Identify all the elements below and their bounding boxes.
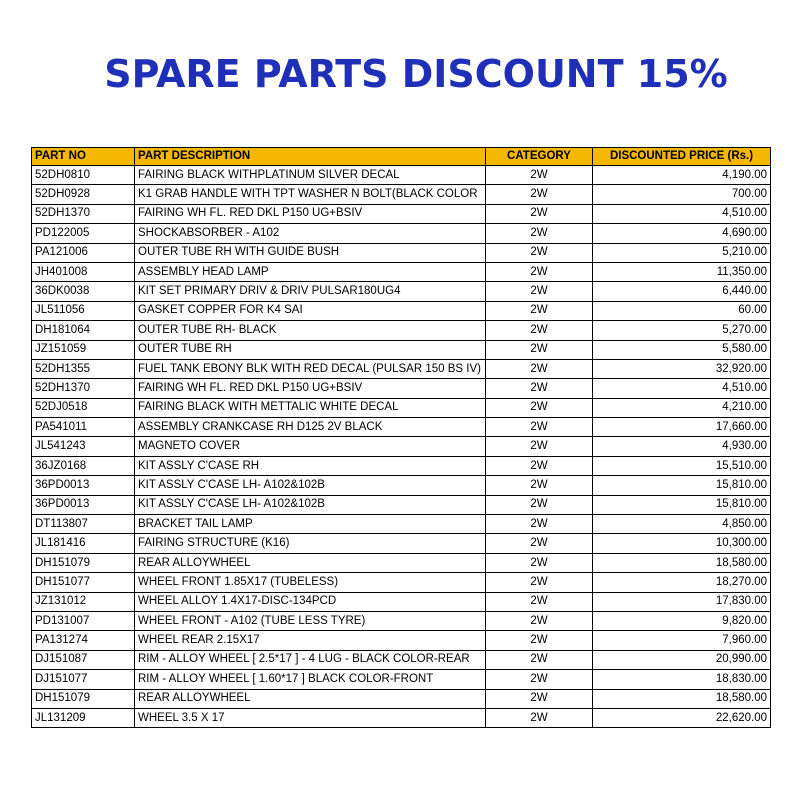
cell-part-description: RIM - ALLOY WHEEL [ 1.60*17 ] BLACK COLOR-FRONT: [135, 670, 486, 689]
cell-category: 2W: [486, 321, 593, 340]
cell-category: 2W: [486, 262, 593, 281]
cell-part-no: PA541011: [32, 418, 135, 437]
header-category: CATEGORY: [486, 148, 593, 166]
cell-discounted-price: 17,830.00: [593, 592, 771, 611]
table-header-row: [32, 148, 771, 166]
cell-part-no: PA121006: [32, 243, 135, 262]
cell-part-no: 52DH0928: [32, 185, 135, 204]
cell-part-description: KIT ASSLY C'CASE LH- A102&102B: [135, 495, 486, 514]
cell-discounted-price: 18,580.00: [593, 689, 771, 708]
cell-part-no: DH151077: [32, 573, 135, 592]
cell-discounted-price: 7,960.00: [593, 631, 771, 650]
cell-part-no: 36DK0038: [32, 282, 135, 301]
cell-part-no: JH401008: [32, 262, 135, 281]
cell-part-description: WHEEL FRONT - A102 (TUBE LESS TYRE): [135, 611, 486, 630]
cell-discounted-price: 22,620.00: [593, 708, 771, 727]
cell-part-description: WHEEL FRONT 1.85X17 (TUBELESS): [135, 573, 486, 592]
table-row: [32, 321, 771, 340]
cell-part-description: REAR ALLOYWHEEL: [135, 553, 486, 572]
cell-part-description: OUTER TUBE RH- BLACK: [135, 321, 486, 340]
cell-category: 2W: [486, 611, 593, 630]
cell-part-no: 52DH1370: [32, 204, 135, 223]
cell-discounted-price: 11,350.00: [593, 262, 771, 281]
cell-part-no: JL541243: [32, 437, 135, 456]
table-row: [32, 476, 771, 495]
cell-category: 2W: [486, 379, 593, 398]
cell-discounted-price: 18,830.00: [593, 670, 771, 689]
cell-category: 2W: [486, 650, 593, 669]
cell-discounted-price: 15,810.00: [593, 476, 771, 495]
cell-part-description: FAIRING WH FL. RED DKL P150 UG+BSIV: [135, 204, 486, 223]
cell-discounted-price: 4,510.00: [593, 204, 771, 223]
cell-part-no: 52DH0810: [32, 166, 135, 185]
cell-part-no: DH151079: [32, 689, 135, 708]
cell-category: 2W: [486, 359, 593, 378]
cell-category: 2W: [486, 495, 593, 514]
cell-part-description: ASSEMBLY HEAD LAMP: [135, 262, 486, 281]
cell-discounted-price: 5,210.00: [593, 243, 771, 262]
cell-category: 2W: [486, 204, 593, 223]
table-row: [32, 553, 771, 572]
table-row: [32, 631, 771, 650]
cell-category: 2W: [486, 418, 593, 437]
cell-part-no: 52DH1370: [32, 379, 135, 398]
cell-part-description: OUTER TUBE RH WITH GUIDE BUSH: [135, 243, 486, 262]
cell-category: 2W: [486, 185, 593, 204]
cell-part-description: REAR ALLOYWHEEL: [135, 689, 486, 708]
cell-discounted-price: 4,690.00: [593, 224, 771, 243]
cell-category: 2W: [486, 476, 593, 495]
table-row: [32, 495, 771, 514]
table-row: [32, 418, 771, 437]
cell-part-description: ASSEMBLY CRANKCASE RH D125 2V BLACK: [135, 418, 486, 437]
cell-category: 2W: [486, 515, 593, 534]
cell-discounted-price: 18,270.00: [593, 573, 771, 592]
cell-category: 2W: [486, 553, 593, 572]
cell-part-description: GASKET COPPER FOR K4 SAI: [135, 301, 486, 320]
cell-part-no: DT113807: [32, 515, 135, 534]
cell-part-description: WHEEL REAR 2.15X17: [135, 631, 486, 650]
cell-discounted-price: 18,580.00: [593, 553, 771, 572]
cell-category: 2W: [486, 437, 593, 456]
cell-category: 2W: [486, 631, 593, 650]
cell-part-description: WHEEL 3.5 X 17: [135, 708, 486, 727]
cell-discounted-price: 9,820.00: [593, 611, 771, 630]
cell-discounted-price: 20,990.00: [593, 650, 771, 669]
cell-part-no: DJ151077: [32, 670, 135, 689]
cell-part-no: DJ151087: [32, 650, 135, 669]
cell-category: 2W: [486, 340, 593, 359]
cell-category: 2W: [486, 243, 593, 262]
cell-part-no: 36PD0013: [32, 495, 135, 514]
table-row: [32, 534, 771, 553]
page-title: SPARE PARTS DISCOUNT 15%: [104, 52, 728, 96]
cell-category: 2W: [486, 708, 593, 727]
cell-category: 2W: [486, 592, 593, 611]
cell-discounted-price: 5,270.00: [593, 321, 771, 340]
header-part-description: PART DESCRIPTION: [135, 148, 486, 166]
cell-part-description: FAIRING STRUCTURE (K16): [135, 534, 486, 553]
table-row: [32, 379, 771, 398]
cell-part-description: KIT ASSLY C'CASE LH- A102&102B: [135, 476, 486, 495]
cell-part-no: JL181416: [32, 534, 135, 553]
cell-discounted-price: 4,930.00: [593, 437, 771, 456]
table-row: [32, 282, 771, 301]
cell-category: 2W: [486, 301, 593, 320]
cell-part-description: FAIRING WH FL. RED DKL P150 UG+BSIV: [135, 379, 486, 398]
cell-discounted-price: 700.00: [593, 185, 771, 204]
cell-discounted-price: 4,510.00: [593, 379, 771, 398]
cell-discounted-price: 15,510.00: [593, 456, 771, 475]
cell-category: 2W: [486, 534, 593, 553]
cell-part-no: PD131007: [32, 611, 135, 630]
cell-part-no: 52DJ0518: [32, 398, 135, 417]
cell-part-no: 52DH1355: [32, 359, 135, 378]
table-row: [32, 515, 771, 534]
cell-category: 2W: [486, 456, 593, 475]
cell-part-description: RIM - ALLOY WHEEL [ 2.5*17 ] - 4 LUG - BLACK COLOR-REAR: [135, 650, 486, 669]
cell-discounted-price: 5,580.00: [593, 340, 771, 359]
cell-part-description: OUTER TUBE RH: [135, 340, 486, 359]
cell-part-no: JZ151059: [32, 340, 135, 359]
cell-category: 2W: [486, 166, 593, 185]
cell-category: 2W: [486, 224, 593, 243]
cell-part-description: SHOCKABSORBER - A102: [135, 224, 486, 243]
table-row: [32, 224, 771, 243]
cell-discounted-price: 6,440.00: [593, 282, 771, 301]
cell-discounted-price: 4,210.00: [593, 398, 771, 417]
cell-discounted-price: 60.00: [593, 301, 771, 320]
table-body: [32, 166, 771, 728]
cell-category: 2W: [486, 398, 593, 417]
cell-category: 2W: [486, 689, 593, 708]
cell-part-no: JL131209: [32, 708, 135, 727]
table-row: [32, 398, 771, 417]
table-row: [32, 708, 771, 727]
cell-discounted-price: 10,300.00: [593, 534, 771, 553]
table-row: [32, 340, 771, 359]
table-row: [32, 359, 771, 378]
cell-discounted-price: 4,190.00: [593, 166, 771, 185]
table-row: [32, 185, 771, 204]
table-row: [32, 611, 771, 630]
cell-category: 2W: [486, 670, 593, 689]
cell-part-no: 36PD0013: [32, 476, 135, 495]
cell-category: 2W: [486, 573, 593, 592]
spare-parts-table: [31, 147, 771, 728]
table-row: [32, 670, 771, 689]
cell-part-no: JL511056: [32, 301, 135, 320]
cell-part-description: KIT ASSLY C'CASE RH: [135, 456, 486, 475]
cell-discounted-price: 15,810.00: [593, 495, 771, 514]
table-row: [32, 204, 771, 223]
table-row: [32, 437, 771, 456]
table-row: [32, 573, 771, 592]
cell-discounted-price: 4,850.00: [593, 515, 771, 534]
header-discounted-price: DISCOUNTED PRICE (Rs.): [593, 148, 771, 166]
cell-part-description: K1 GRAB HANDLE WITH TPT WASHER N BOLT(BLACK COLOR: [135, 185, 486, 204]
cell-part-description: BRACKET TAIL LAMP: [135, 515, 486, 534]
cell-part-no: DH181064: [32, 321, 135, 340]
cell-category: 2W: [486, 282, 593, 301]
cell-part-description: WHEEL ALLOY 1.4X17-DISC-134PCD: [135, 592, 486, 611]
table-row: [32, 689, 771, 708]
table-row: [32, 166, 771, 185]
cell-part-description: KIT SET PRIMARY DRIV & DRIV PULSAR180UG4: [135, 282, 486, 301]
cell-part-no: JZ131012: [32, 592, 135, 611]
table-row: [32, 592, 771, 611]
table-row: [32, 650, 771, 669]
cell-part-no: DH151079: [32, 553, 135, 572]
cell-part-no: 36JZ0168: [32, 456, 135, 475]
header-part-no: PART NO: [32, 148, 135, 166]
cell-part-description: FAIRING BLACK WITHPLATINUM SILVER DECAL: [135, 166, 486, 185]
table-row: [32, 243, 771, 262]
table-row: [32, 456, 771, 475]
cell-part-description: FUEL TANK EBONY BLK WITH RED DECAL (PULSAR 150 BS IV): [135, 359, 486, 378]
cell-part-description: FAIRING BLACK WITH METTALIC WHITE DECAL: [135, 398, 486, 417]
table-row: [32, 262, 771, 281]
cell-discounted-price: 17,660.00: [593, 418, 771, 437]
cell-part-description: MAGNETO COVER: [135, 437, 486, 456]
cell-discounted-price: 32,920.00: [593, 359, 771, 378]
cell-part-no: PD122005: [32, 224, 135, 243]
cell-part-no: PA131274: [32, 631, 135, 650]
table-row: [32, 301, 771, 320]
